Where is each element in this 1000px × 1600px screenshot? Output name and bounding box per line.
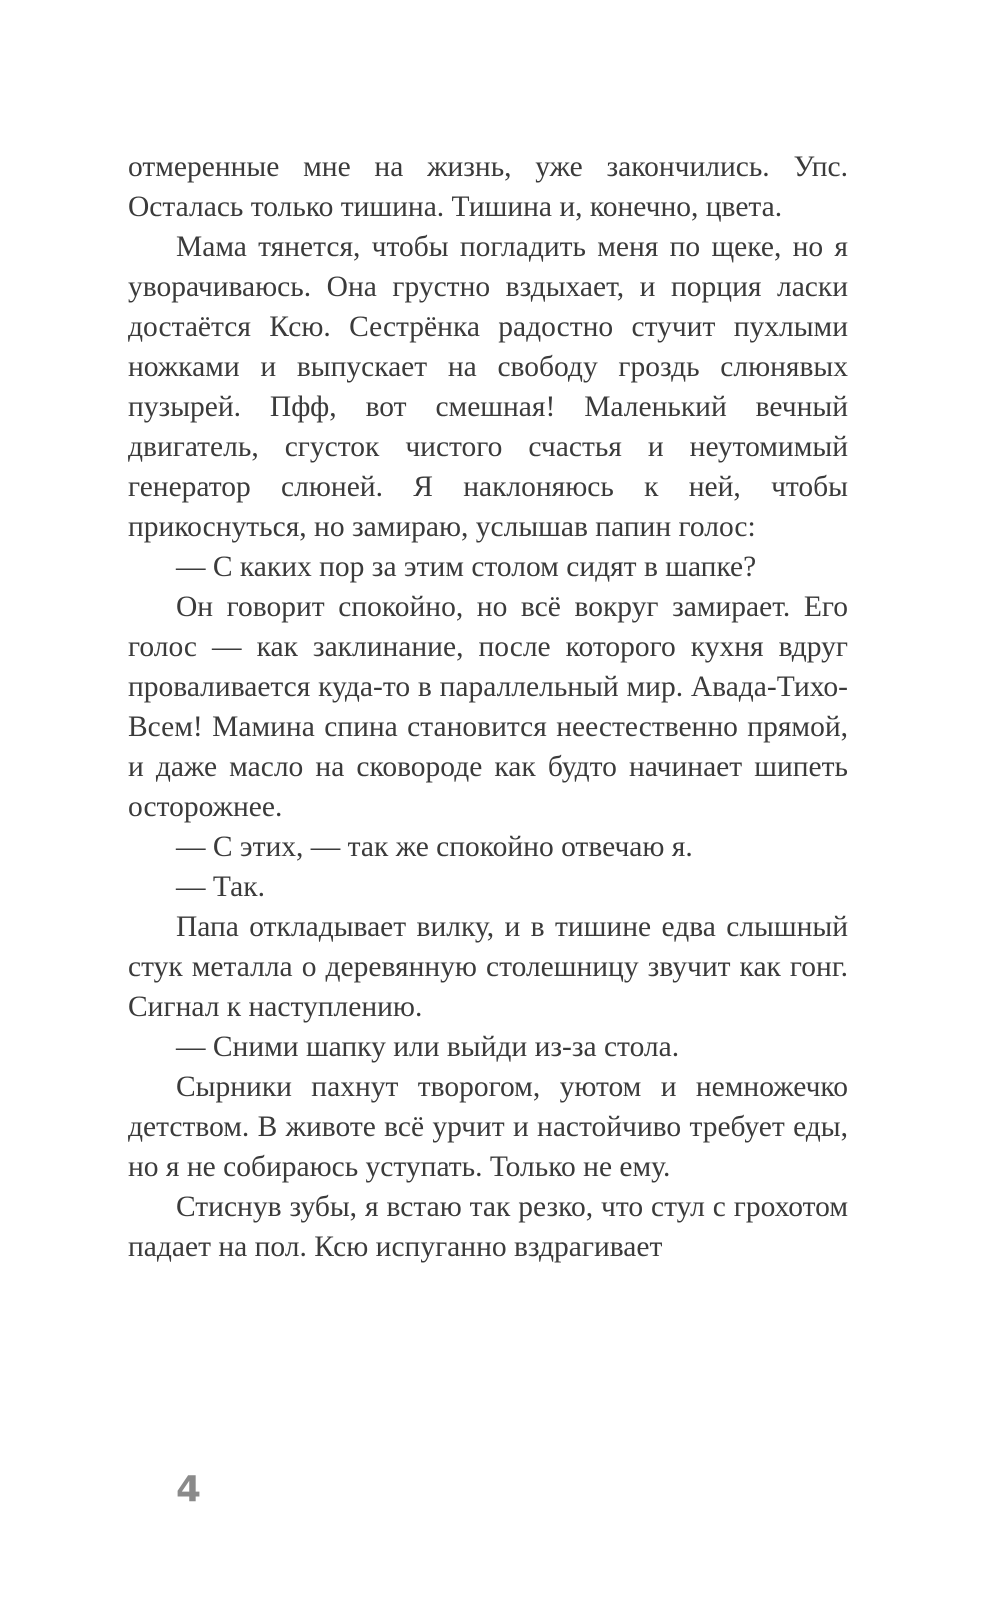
paragraph-5: Сырники пахнут творогом, уютом и немножечко детством. В животе всё урчит и настойчиво требует еды, но я не собираюсь уступать. Только не ему. xyxy=(128,1071,848,1183)
dialogue-line-4: — Сними шапку или выйди из-за стола. xyxy=(176,1031,680,1063)
paragraph-2: Мама тянется, чтобы погладить меня по щеке, но я уворачиваюсь. Она грустно вздыхает, и порция ласки достаётся Ксю. Сестрёнка радостно стучит пухлыми ножками и выпускает на свободу гроздь слюнявых пузырей. Пфф, вот смешная! Маленький вечный двигатель, сгусток чистого счастья и неутомимый генератор слюней. Я наклоняюсь к ней, чтобы прикоснуться, но замираю, услышав папин голос: xyxy=(128,231,848,543)
dialogue-line-3: — Так. xyxy=(176,871,265,903)
paragraph-1: отмеренные мне на жизнь, уже закончились. Упс. Осталась только тишина. Тишина и, конечно, цвета. xyxy=(128,151,848,223)
dialogue-line-1: — С каких пор за этим столом сидят в шапке? xyxy=(176,551,757,583)
dialogue-line-2: — С этих, — так же спокойно отвечаю я. xyxy=(176,831,693,863)
body-text xyxy=(128,147,848,1267)
paragraph-3: Он говорит спокойно, но всё вокруг замирает. Его голос — как заклинание, после которого кухня вдруг проваливается куда-то в параллельный мир. Авада-Тихо-Всем! Мамина спина становится неестественно прямой, и даже масло на сковороде как будто начинает шипеть осторожнее. xyxy=(128,591,848,823)
page-number: 4 xyxy=(176,1469,202,1510)
paragraph-4: Папа откладывает вилку, и в тишине едва слышный стук металла о деревянную столешницу звучит как гонг. Сигнал к наступлению. xyxy=(128,911,848,1023)
paragraph-6: Стиснув зубы, я встаю так резко, что стул с грохотом падает на пол. Ксю испуганно вздрагивает xyxy=(128,1191,848,1263)
